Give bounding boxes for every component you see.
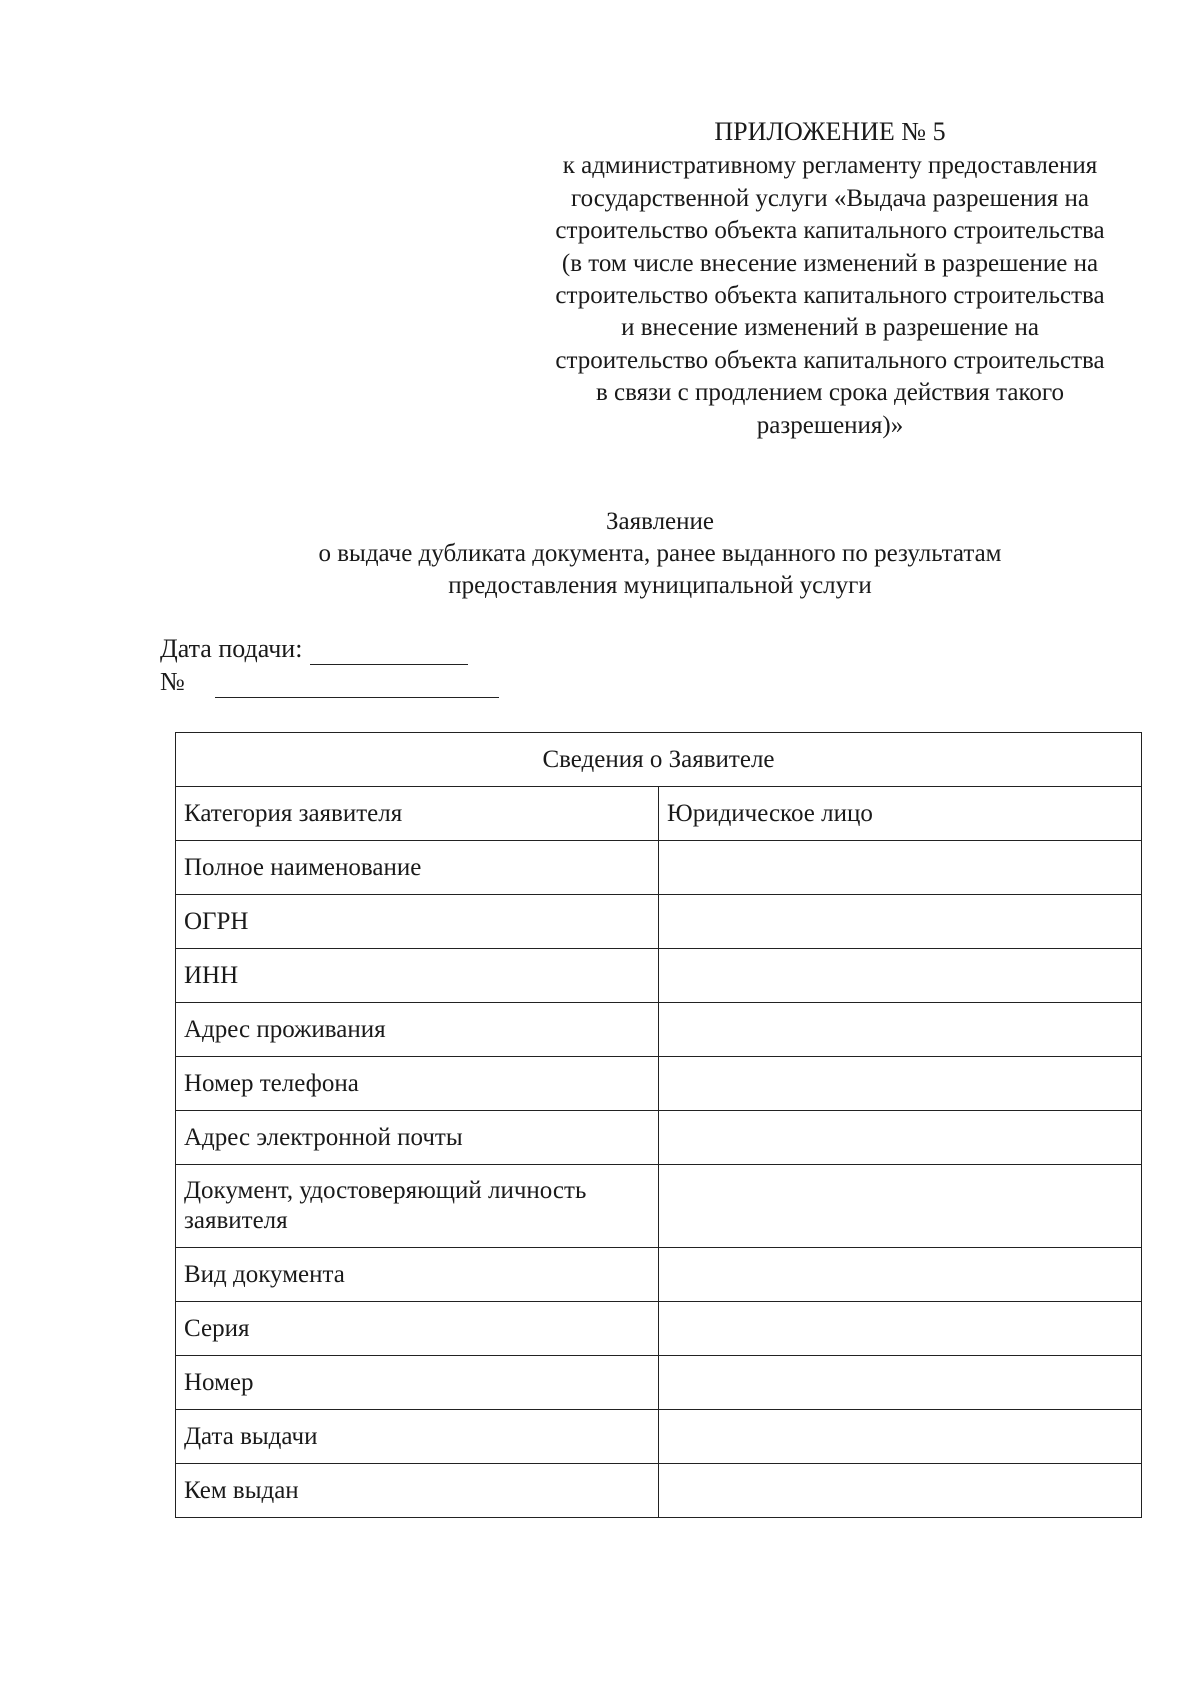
table-row	[176, 1111, 1142, 1165]
row-label: Кем выдан	[176, 1464, 659, 1518]
row-value[interactable]	[659, 1003, 1142, 1057]
table-row	[176, 1464, 1142, 1518]
submission-block	[160, 632, 499, 698]
annex-line: в связи с продлением срока действия такого	[595, 379, 1065, 407]
row-value[interactable]	[659, 1248, 1142, 1302]
row-value[interactable]	[659, 895, 1142, 949]
row-value[interactable]	[659, 1111, 1142, 1165]
row-value[interactable]	[659, 841, 1142, 895]
row-label: Адрес проживания	[176, 1003, 659, 1057]
table-row	[176, 1356, 1142, 1410]
table-row	[176, 1057, 1142, 1111]
annex-line: государственной услуги «Выдача разрешения на	[571, 184, 1089, 212]
row-label: Номер	[176, 1356, 659, 1410]
row-label: Вид документа	[176, 1248, 659, 1302]
table-row	[176, 1248, 1142, 1302]
row-value[interactable]	[659, 949, 1142, 1003]
annex-header	[530, 116, 1130, 442]
table-row	[176, 895, 1142, 949]
row-value[interactable]	[659, 1302, 1142, 1356]
table-row	[176, 1410, 1142, 1464]
annex-line: к административному регламенту предоставления	[562, 152, 1098, 180]
table-row	[176, 787, 1142, 841]
row-label: Категория заявителя	[176, 787, 659, 841]
annex-title: ПРИЛОЖЕНИЕ № 5	[714, 117, 946, 146]
row-label: Адрес электронной почты	[176, 1111, 659, 1165]
row-label: ОГРН	[176, 895, 659, 949]
statement-title: Заявление	[605, 508, 715, 535]
submission-number-blank[interactable]	[215, 673, 499, 698]
row-label: Полное наименование	[176, 841, 659, 895]
table-header: Сведения о Заявителе	[176, 733, 1142, 787]
applicant-info-table	[175, 732, 1142, 1518]
row-value[interactable]	[659, 1464, 1142, 1518]
row-value[interactable]: Юридическое лицо	[659, 787, 1142, 841]
submission-date-label: Дата подачи:	[160, 634, 303, 663]
table-row	[176, 841, 1142, 895]
statement-subtitle-line: о выдаче дубликата документа, ранее выданного по результатам	[318, 540, 1002, 567]
annex-line: строительство объекта капитального строительства	[555, 282, 1105, 310]
submission-number-label: №	[160, 667, 185, 696]
row-label: Серия	[176, 1302, 659, 1356]
submission-date-blank[interactable]	[310, 640, 468, 665]
table-row	[176, 1302, 1142, 1356]
statement-heading	[160, 506, 1160, 602]
row-label: Документ, удостоверяющий личность заявителя	[176, 1165, 659, 1248]
annex-line: и внесение изменений в разрешение на	[621, 314, 1039, 342]
table-row	[176, 1003, 1142, 1057]
row-value[interactable]	[659, 1057, 1142, 1111]
statement-subtitle-line: предоставления муниципальной услуги	[448, 572, 872, 599]
table-row	[176, 1165, 1142, 1248]
annex-line: строительство объекта капитального строительства	[555, 346, 1105, 374]
annex-line: (в том числе внесение изменений в разрешение на	[561, 249, 1099, 277]
row-value[interactable]	[659, 1410, 1142, 1464]
row-label: Дата выдачи	[176, 1410, 659, 1464]
annex-line: строительство объекта капитального строительства	[555, 217, 1105, 245]
row-label: Номер телефона	[176, 1057, 659, 1111]
row-value[interactable]	[659, 1356, 1142, 1410]
submission-number-row	[160, 665, 499, 698]
row-value[interactable]	[659, 1165, 1142, 1248]
submission-date-row	[160, 632, 499, 665]
annex-line: разрешения)»	[756, 411, 904, 439]
table-row	[176, 949, 1142, 1003]
row-label: ИНН	[176, 949, 659, 1003]
